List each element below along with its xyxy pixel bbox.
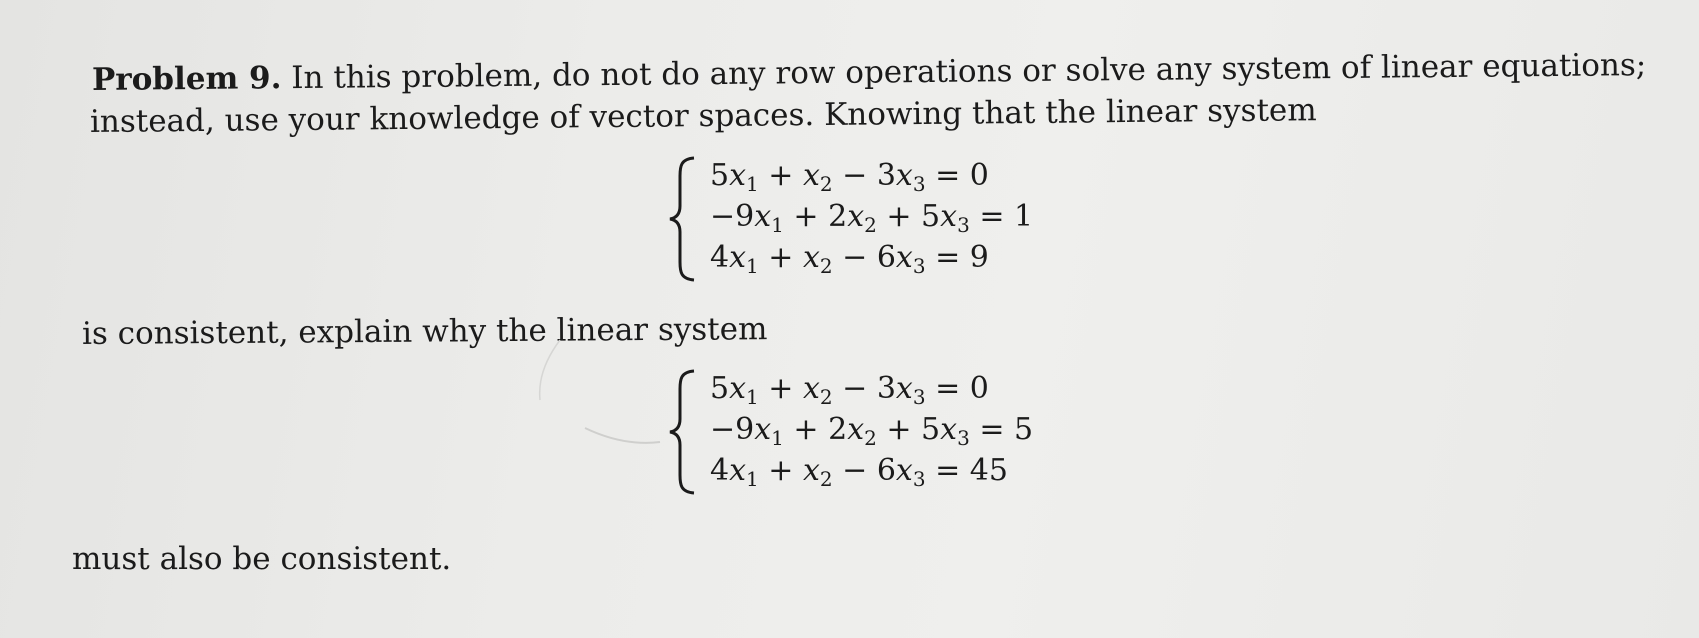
operator: + bbox=[758, 240, 803, 275]
variable: x bbox=[847, 412, 865, 447]
subscript: 3 bbox=[912, 385, 926, 409]
problem-line-4: must also be consistent. bbox=[72, 541, 452, 577]
equations bbox=[710, 369, 1033, 492]
right-hand-side: = 0 bbox=[925, 158, 989, 193]
variable: x bbox=[940, 199, 958, 234]
operator: − 6 bbox=[832, 453, 896, 488]
operator: + 2 bbox=[783, 412, 848, 447]
problem-line-1-text: In this problem, do not do any row operations or solve any system of linear equations; bbox=[281, 47, 1647, 97]
right-hand-side: = 0 bbox=[925, 371, 989, 406]
equation-3 bbox=[710, 451, 1033, 492]
variable: x bbox=[729, 240, 747, 275]
subscript: 3 bbox=[912, 172, 926, 196]
variable: x bbox=[729, 158, 747, 193]
operator: + bbox=[758, 371, 803, 406]
subscript: 2 bbox=[864, 426, 877, 450]
subscript: 1 bbox=[746, 385, 759, 409]
variable: x bbox=[940, 412, 958, 447]
variable: x bbox=[729, 453, 747, 488]
subscript: 2 bbox=[819, 467, 833, 491]
operator: + bbox=[758, 453, 803, 488]
coefficient: 4 bbox=[710, 453, 730, 488]
equation-2 bbox=[710, 410, 1033, 451]
problem-line-2: instead, use your knowledge of vector spaces. Knowing that the linear system bbox=[89, 92, 1317, 140]
equation-1 bbox=[710, 156, 1033, 197]
operator: + 2 bbox=[783, 199, 848, 234]
coefficient: 5 bbox=[710, 158, 730, 193]
variable: x bbox=[895, 240, 913, 275]
problem-line-1 bbox=[92, 47, 1647, 98]
right-hand-side: = 1 bbox=[969, 199, 1034, 234]
operator: + 5 bbox=[876, 199, 941, 234]
variable: x bbox=[802, 371, 820, 406]
subscript: 1 bbox=[771, 213, 784, 237]
variable: x bbox=[895, 158, 913, 193]
subscript: 1 bbox=[746, 254, 759, 278]
coefficient: −9 bbox=[710, 199, 755, 234]
variable: x bbox=[895, 371, 913, 406]
variable: x bbox=[754, 412, 772, 447]
variable: x bbox=[847, 199, 865, 234]
operator: + 5 bbox=[876, 412, 941, 447]
variable: x bbox=[729, 371, 747, 406]
variable: x bbox=[754, 199, 772, 234]
variable: x bbox=[802, 240, 820, 275]
equation-2 bbox=[710, 197, 1033, 238]
left-brace bbox=[668, 156, 698, 282]
right-hand-side: = 45 bbox=[925, 453, 1008, 488]
subscript: 3 bbox=[957, 213, 970, 237]
subscript: 1 bbox=[746, 172, 759, 196]
problem-label: Problem 9. bbox=[91, 60, 282, 98]
variable: x bbox=[802, 453, 820, 488]
coefficient: 5 bbox=[710, 371, 730, 406]
subscript: 2 bbox=[819, 172, 833, 196]
subscript: 2 bbox=[819, 385, 833, 409]
subscript: 2 bbox=[864, 213, 877, 237]
operator: − 6 bbox=[832, 240, 896, 275]
equation-3 bbox=[710, 238, 1033, 279]
equation-1 bbox=[710, 369, 1033, 410]
subscript: 3 bbox=[912, 254, 926, 278]
subscript: 2 bbox=[819, 254, 833, 278]
right-hand-side: = 9 bbox=[925, 240, 989, 275]
right-hand-side: = 5 bbox=[969, 412, 1034, 447]
coefficient: −9 bbox=[710, 412, 755, 447]
left-brace bbox=[668, 369, 698, 495]
variable: x bbox=[802, 158, 820, 193]
variable: x bbox=[895, 453, 913, 488]
equations bbox=[710, 156, 1033, 279]
operator: − 3 bbox=[832, 158, 896, 193]
subscript: 1 bbox=[746, 467, 759, 491]
subscript: 3 bbox=[957, 426, 970, 450]
operator: + bbox=[758, 158, 803, 193]
coefficient: 4 bbox=[710, 240, 730, 275]
problem-line-3: is consistent, explain why the linear system bbox=[81, 311, 768, 352]
operator: − 3 bbox=[832, 371, 896, 406]
subscript: 3 bbox=[912, 467, 926, 491]
subscript: 1 bbox=[771, 426, 784, 450]
